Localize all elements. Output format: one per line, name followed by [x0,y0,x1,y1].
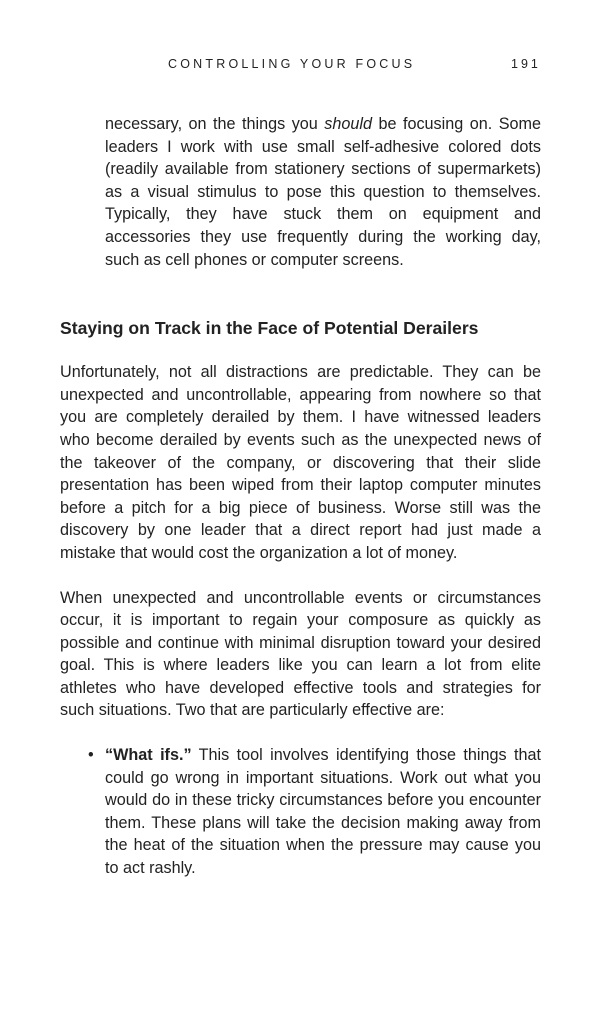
bullet-list [60,744,541,880]
running-title: CONTROLLING YOUR FOCUS [168,57,416,71]
body-paragraph: Unfortunately, not all distractions are predictable. They can be unexpected and uncontrollable, appearing from nowhere so that you are completely derailed by them. I have witnessed leaders who become derailed by events such as the unexpected news of the takeover of the company, or discovering that their slide presentation has been wiped from their laptop computer minutes before a pitch for a big piece of business. Worse still was the discovery by one leader that a direct report had just made a mistake that would cost the organization a lot of money. [60,363,541,562]
emphasis-should: should [324,115,372,133]
section-heading: Staying on Track in the Face of Potential Derailers [60,318,479,339]
carryover-text-end: be focusing on. Some leaders I work with use small self-adhesive colored dots (readily available from stationery sections of supermarkets) as a visual stimulus to pose this question to themselves. Typically, they have stuck them on equipment and accessories they use frequently during the working day, such as cell phones or computer screens. [105,115,541,269]
list-item [88,744,541,880]
carryover-text-start: necessary, on the things you [105,115,325,133]
carryover-paragraph [105,113,541,271]
body-paragraph: When unexpected and uncontrollable events or circumstances occur, it is important to regain your composure as quickly as possible and continue with minimal disruption toward your desired goal. This is where leaders like you can learn a lot from elite athletes who have developed effective tools and strategies for such situations. Two that are particularly effective are: [60,588,541,720]
running-head [0,57,600,73]
page-number: 191 [511,57,541,71]
bullet-marker: • [88,746,94,765]
list-item-text: This tool involves identifying those things that could go wrong in important situations. Work out what you would do in these tricky circumstances before you encounter them. These plans will take the decision making away from the heat of the situation when the pressure may cause you to act rashly. [105,746,541,878]
list-item-lead: “What ifs.” [105,746,192,765]
page-body [60,113,541,880]
